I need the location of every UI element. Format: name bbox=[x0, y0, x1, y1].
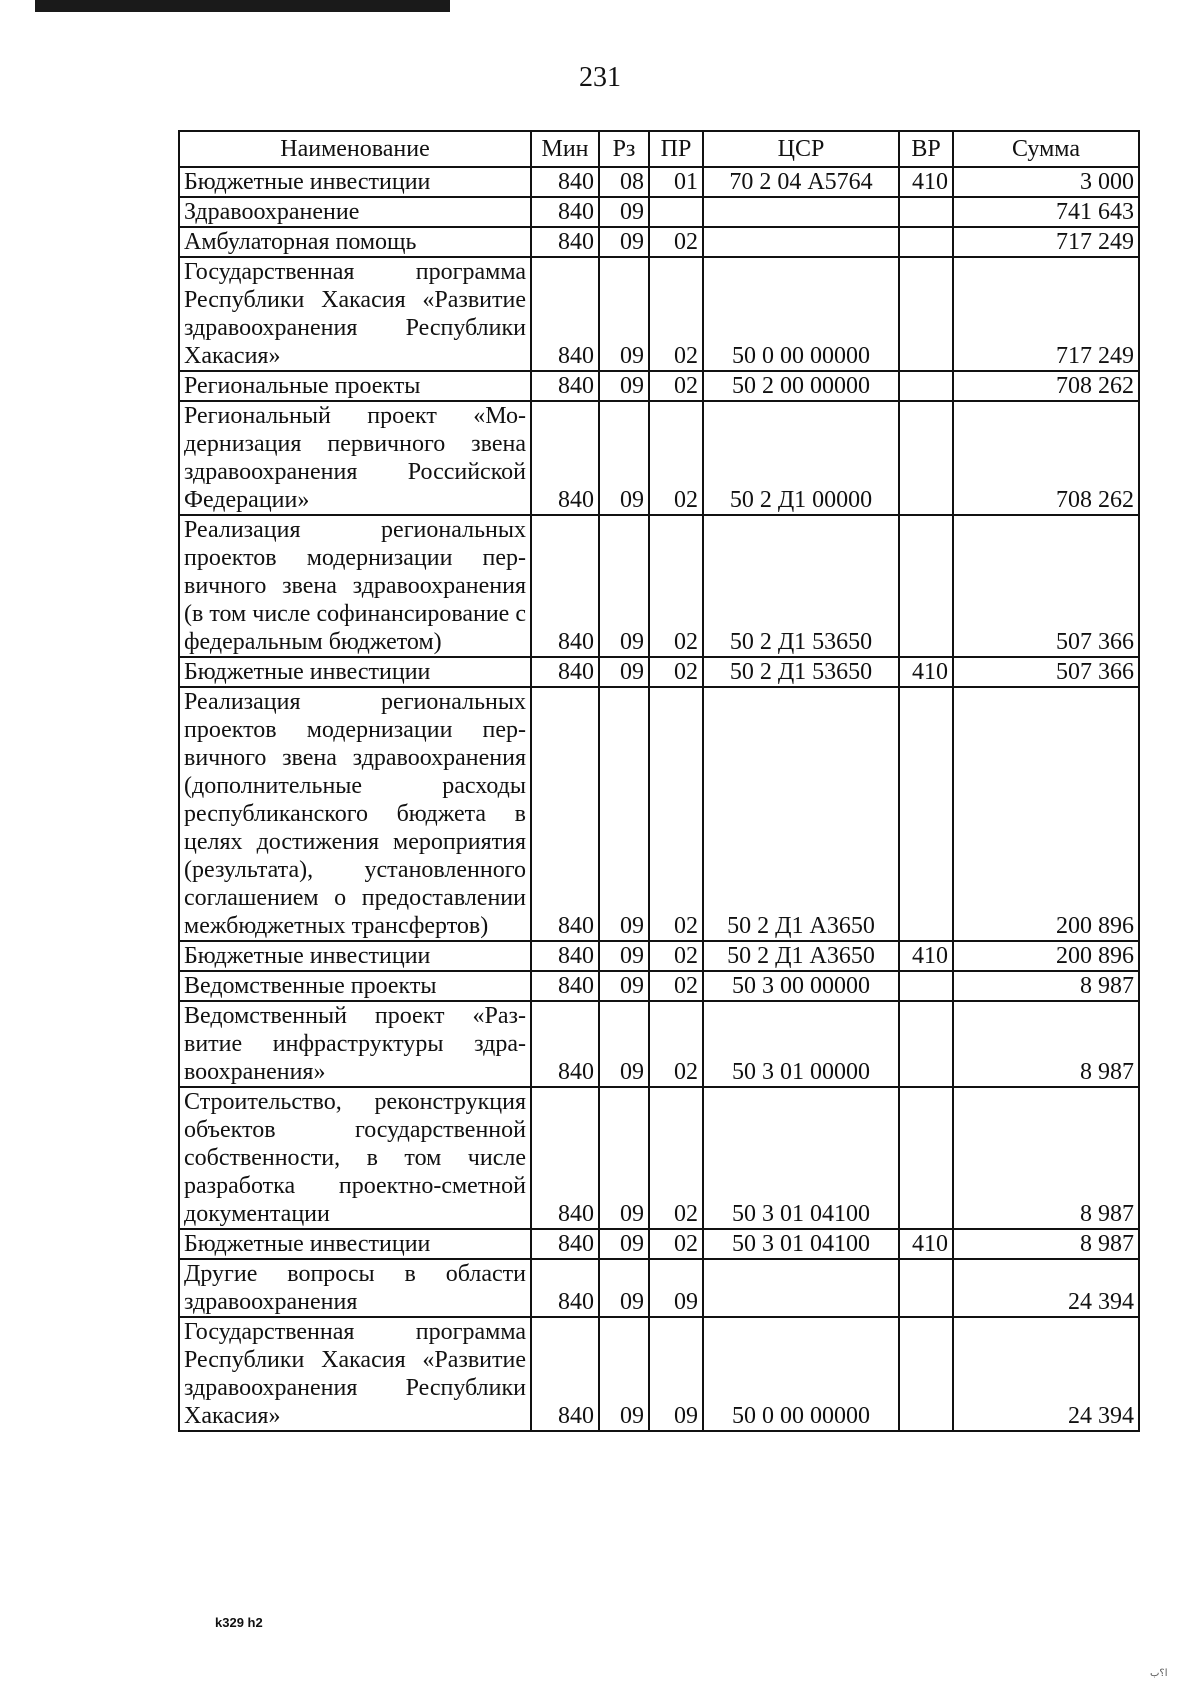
row-name: Другие вопросы в области здравоохранения bbox=[179, 1259, 531, 1317]
table-body bbox=[179, 167, 1139, 1431]
table-row bbox=[179, 941, 1139, 971]
row-pr: 02 bbox=[649, 971, 703, 1001]
row-min: 840 bbox=[531, 1001, 599, 1087]
row-min: 840 bbox=[531, 515, 599, 657]
table-row bbox=[179, 657, 1139, 687]
row-sum: 200 896 bbox=[953, 687, 1139, 941]
row-csr: 50 3 01 04100 bbox=[703, 1229, 899, 1259]
row-vr bbox=[899, 227, 953, 257]
row-min: 840 bbox=[531, 257, 599, 371]
row-csr: 50 0 00 00000 bbox=[703, 1317, 899, 1431]
row-pr: 02 bbox=[649, 687, 703, 941]
table-row bbox=[179, 227, 1139, 257]
row-vr bbox=[899, 687, 953, 941]
row-csr bbox=[703, 197, 899, 227]
row-min: 840 bbox=[531, 1087, 599, 1229]
table-row bbox=[179, 257, 1139, 371]
row-csr: 50 0 00 00000 bbox=[703, 257, 899, 371]
row-name: Здравоохранение bbox=[179, 197, 531, 227]
row-vr: 410 bbox=[899, 167, 953, 197]
row-vr bbox=[899, 1087, 953, 1229]
row-min: 840 bbox=[531, 1229, 599, 1259]
table-row bbox=[179, 1259, 1139, 1317]
table-row bbox=[179, 371, 1139, 401]
row-vr: 410 bbox=[899, 941, 953, 971]
row-sum: 708 262 bbox=[953, 401, 1139, 515]
row-rz: 09 bbox=[599, 401, 649, 515]
row-name: Региональный проект «Модернизация первичного звена здравоохранения Российской Федерации» bbox=[179, 401, 531, 515]
row-name: Региональные проекты bbox=[179, 371, 531, 401]
header-csr: ЦСР bbox=[703, 131, 899, 167]
row-pr: 09 bbox=[649, 1317, 703, 1431]
row-vr bbox=[899, 1317, 953, 1431]
row-rz: 09 bbox=[599, 1259, 649, 1317]
row-csr: 70 2 04 А5764 bbox=[703, 167, 899, 197]
row-min: 840 bbox=[531, 1259, 599, 1317]
row-sum: 8 987 bbox=[953, 971, 1139, 1001]
row-sum: 8 987 bbox=[953, 1001, 1139, 1087]
page-number: 231 bbox=[579, 62, 621, 93]
row-csr: 50 2 Д1 А3650 bbox=[703, 941, 899, 971]
row-rz: 09 bbox=[599, 371, 649, 401]
row-csr bbox=[703, 227, 899, 257]
row-sum: 8 987 bbox=[953, 1087, 1139, 1229]
table-row bbox=[179, 167, 1139, 197]
row-sum: 741 643 bbox=[953, 197, 1139, 227]
row-rz: 09 bbox=[599, 1229, 649, 1259]
row-sum: 708 262 bbox=[953, 371, 1139, 401]
row-min: 840 bbox=[531, 227, 599, 257]
table-row bbox=[179, 197, 1139, 227]
row-pr: 02 bbox=[649, 1087, 703, 1229]
header-name: Наименование bbox=[179, 131, 531, 167]
row-sum: 717 249 bbox=[953, 227, 1139, 257]
row-min: 840 bbox=[531, 971, 599, 1001]
row-min: 840 bbox=[531, 657, 599, 687]
row-sum: 8 987 bbox=[953, 1229, 1139, 1259]
header-vr: ВР bbox=[899, 131, 953, 167]
row-pr bbox=[649, 197, 703, 227]
row-min: 840 bbox=[531, 167, 599, 197]
row-name: Реализация региональных проектов модернизации первичного звена здравоохранения (дополнительные расходы республиканского бюджета в целях достижения мероприятия (результата), установленного соглашением о предоставлении межбюджетных трансфертов) bbox=[179, 687, 531, 941]
row-min: 840 bbox=[531, 197, 599, 227]
corner-mark: ا؟ب bbox=[1150, 1668, 1168, 1679]
row-sum: 24 394 bbox=[953, 1317, 1139, 1431]
row-min: 840 bbox=[531, 941, 599, 971]
scan-edge-bar bbox=[35, 0, 450, 12]
row-vr: 410 bbox=[899, 657, 953, 687]
row-vr bbox=[899, 401, 953, 515]
table-row bbox=[179, 515, 1139, 657]
table-row bbox=[179, 971, 1139, 1001]
row-name: Государственная программа Республики Хакасия «Развитие здравоохранения Республики Хакасия» bbox=[179, 257, 531, 371]
row-rz: 09 bbox=[599, 1087, 649, 1229]
header-pr: ПР bbox=[649, 131, 703, 167]
row-min: 840 bbox=[531, 1317, 599, 1431]
row-name: Строительство, реконструкция объектов государственной собственности, в том числе разработка проектно-сметной документации bbox=[179, 1087, 531, 1229]
row-rz: 09 bbox=[599, 1001, 649, 1087]
row-rz: 09 bbox=[599, 257, 649, 371]
row-csr: 50 3 01 00000 bbox=[703, 1001, 899, 1087]
budget-table bbox=[178, 130, 1140, 1432]
row-rz: 09 bbox=[599, 657, 649, 687]
row-csr: 50 2 Д1 53650 bbox=[703, 657, 899, 687]
row-rz: 09 bbox=[599, 1317, 649, 1431]
row-vr bbox=[899, 257, 953, 371]
row-name: Амбулаторная помощь bbox=[179, 227, 531, 257]
row-name: Бюджетные инвестиции bbox=[179, 657, 531, 687]
row-sum: 507 366 bbox=[953, 657, 1139, 687]
row-min: 840 bbox=[531, 401, 599, 515]
row-rz: 09 bbox=[599, 515, 649, 657]
header-sum: Сумма bbox=[953, 131, 1139, 167]
table-row bbox=[179, 1087, 1139, 1229]
row-name: Бюджетные инвестиции bbox=[179, 941, 531, 971]
table-row bbox=[179, 401, 1139, 515]
table-row bbox=[179, 1001, 1139, 1087]
table-row bbox=[179, 687, 1139, 941]
row-pr: 01 bbox=[649, 167, 703, 197]
row-sum: 717 249 bbox=[953, 257, 1139, 371]
row-rz: 09 bbox=[599, 941, 649, 971]
row-name: Реализация региональных проектов модернизации первичного звена здравоохранения (в том числе софинансирование с федеральным бюджетом) bbox=[179, 515, 531, 657]
row-rz: 09 bbox=[599, 197, 649, 227]
row-min: 840 bbox=[531, 687, 599, 941]
row-name: Государственная программа Республики Хакасия «Развитие здравоохранения Республики Хакасия» bbox=[179, 1317, 531, 1431]
row-pr: 02 bbox=[649, 1001, 703, 1087]
row-pr: 02 bbox=[649, 401, 703, 515]
header-rz: Рз bbox=[599, 131, 649, 167]
row-vr bbox=[899, 515, 953, 657]
row-vr: 410 bbox=[899, 1229, 953, 1259]
row-name: Ведомственные проекты bbox=[179, 971, 531, 1001]
row-rz: 08 bbox=[599, 167, 649, 197]
footer-code: k329 h2 bbox=[215, 1615, 263, 1630]
row-pr: 02 bbox=[649, 371, 703, 401]
row-name: Бюджетные инвестиции bbox=[179, 167, 531, 197]
row-rz: 09 bbox=[599, 687, 649, 941]
table-row bbox=[179, 1229, 1139, 1259]
row-vr bbox=[899, 971, 953, 1001]
row-name: Бюджетные инвестиции bbox=[179, 1229, 531, 1259]
row-min: 840 bbox=[531, 371, 599, 401]
row-sum: 24 394 bbox=[953, 1259, 1139, 1317]
row-csr bbox=[703, 1259, 899, 1317]
row-rz: 09 bbox=[599, 971, 649, 1001]
row-pr: 02 bbox=[649, 941, 703, 971]
header-row bbox=[179, 131, 1139, 167]
table-row bbox=[179, 1317, 1139, 1431]
row-csr: 50 2 Д1 А3650 bbox=[703, 687, 899, 941]
row-pr: 02 bbox=[649, 257, 703, 371]
row-sum: 507 366 bbox=[953, 515, 1139, 657]
row-pr: 02 bbox=[649, 515, 703, 657]
row-pr: 02 bbox=[649, 657, 703, 687]
row-sum: 200 896 bbox=[953, 941, 1139, 971]
row-csr: 50 2 Д1 00000 bbox=[703, 401, 899, 515]
row-csr: 50 3 00 00000 bbox=[703, 971, 899, 1001]
row-pr: 02 bbox=[649, 227, 703, 257]
row-csr: 50 2 00 00000 bbox=[703, 371, 899, 401]
row-sum: 3 000 bbox=[953, 167, 1139, 197]
row-vr bbox=[899, 1259, 953, 1317]
row-pr: 09 bbox=[649, 1259, 703, 1317]
header-min: Мин bbox=[531, 131, 599, 167]
row-vr bbox=[899, 197, 953, 227]
row-pr: 02 bbox=[649, 1229, 703, 1259]
row-name: Ведомственный проект «Развитие инфраструктуры здравоохранения» bbox=[179, 1001, 531, 1087]
row-csr: 50 3 01 04100 bbox=[703, 1087, 899, 1229]
row-vr bbox=[899, 371, 953, 401]
row-csr: 50 2 Д1 53650 bbox=[703, 515, 899, 657]
row-vr bbox=[899, 1001, 953, 1087]
row-rz: 09 bbox=[599, 227, 649, 257]
